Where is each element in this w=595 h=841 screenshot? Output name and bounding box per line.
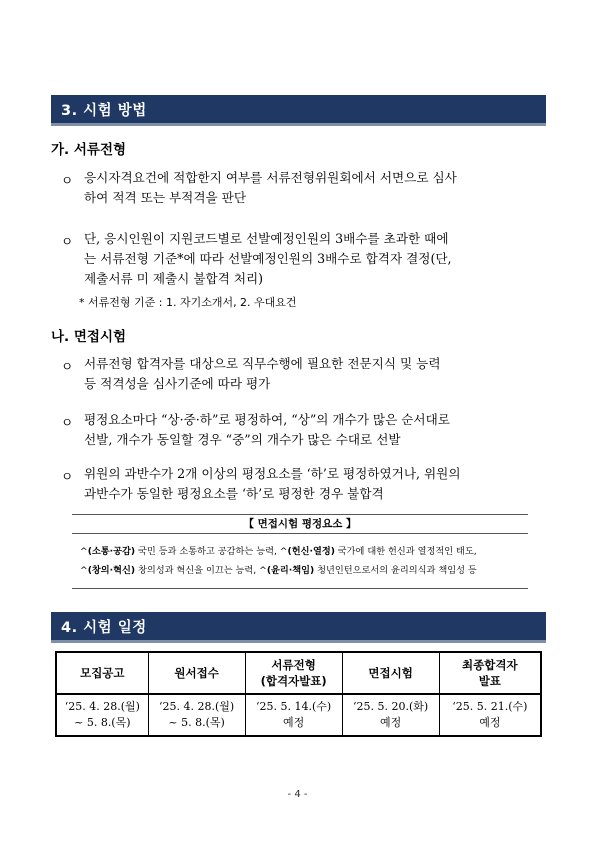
section-4-title: 4. 시험 일정 bbox=[61, 620, 147, 636]
bullet-line: 제출서류 미 제출시 불합격 처리) bbox=[84, 271, 264, 286]
criteria-label: (소통·공감) bbox=[87, 546, 136, 557]
bullet-line: 응시자격요건에 적합한지 여부를 서류전형위원회에서 서면으로 심사 bbox=[84, 170, 457, 185]
header-line: 최종합격자 bbox=[462, 658, 518, 672]
bullet-symbol: ㅇ bbox=[61, 234, 74, 249]
bullet-symbol: ㅇ bbox=[61, 359, 74, 374]
table-cell bbox=[148, 694, 245, 736]
criteria-line-1 bbox=[80, 543, 477, 557]
bullet-text bbox=[84, 354, 544, 394]
table-header-cell bbox=[148, 652, 245, 694]
bullet-line: 는 서류전형 기준*에 따라 선발예정인원의 3배수로 합격자 결정(단, bbox=[84, 251, 452, 266]
cell-line: ‘25. 4. 28.(월) bbox=[64, 700, 140, 713]
table-header-row bbox=[56, 652, 541, 694]
cell-line: 예정 bbox=[479, 716, 501, 729]
section-4-header bbox=[51, 612, 546, 643]
table-cell bbox=[56, 694, 148, 736]
cell-line: 예정 bbox=[283, 716, 305, 729]
criteria-text: 청년인턴으로서의 윤리의식과 책임성 등 bbox=[314, 565, 477, 576]
interview-criteria-title: 【 면접시험 평정요소 】 bbox=[72, 516, 528, 534]
bullet-line: 서류전형 합격자를 대상으로 직무수행에 필요한 전문지식 및 능력 bbox=[84, 356, 441, 371]
bullet-symbol: ㅇ bbox=[61, 469, 74, 484]
section-3-title: 3. 시험 방법 bbox=[61, 103, 147, 119]
table-row bbox=[56, 694, 541, 736]
cell-line: ‘25. 5. 14.(수) bbox=[256, 700, 332, 713]
bullet-text bbox=[84, 229, 544, 289]
bullet-symbol: ㅇ bbox=[61, 173, 74, 188]
bullet-text bbox=[84, 464, 544, 504]
criteria-label: (윤리·책임) bbox=[266, 565, 315, 576]
criteria-label: (헌신·열정) bbox=[287, 546, 335, 557]
table-header-cell bbox=[56, 652, 148, 694]
bullet-line: 등 적격성을 심사기준에 따라 평가 bbox=[84, 376, 271, 391]
bullet-line: 단, 응시인원이 지원코드별로 선발예정인원의 3배수를 초과한 때에 bbox=[84, 231, 449, 246]
header-line: (합격자발표) bbox=[260, 674, 327, 688]
criteria-text: ^ bbox=[80, 565, 88, 576]
cell-line: ~ 5. 8.(목) bbox=[74, 716, 131, 729]
header-line: 면접시험 bbox=[368, 666, 413, 680]
table-header-cell bbox=[342, 652, 439, 694]
screening-criteria-note: * 서류전형 기준 : 1. 자기소개서, 2. 우대요건 bbox=[79, 296, 297, 309]
criteria-text: 국민 등과 소통하고 공감하는 능력, ^ bbox=[135, 546, 288, 557]
table-cell bbox=[245, 694, 342, 736]
bullet-text bbox=[84, 168, 544, 208]
header-line: 원서접수 bbox=[174, 666, 219, 680]
cell-line: ‘25. 4. 28.(월) bbox=[159, 700, 235, 713]
cell-line: ‘25. 5. 20.(화) bbox=[353, 700, 429, 713]
cell-line: ‘25. 5. 21.(수) bbox=[452, 700, 528, 713]
criteria-label: (창의·혁신) bbox=[87, 565, 136, 576]
table-header-cell bbox=[439, 652, 541, 694]
bullet-line: 과반수가 동일한 평정요소를 ‘하’로 평정한 경우 불합격 bbox=[84, 486, 384, 501]
bullet-symbol: ㅇ bbox=[61, 415, 74, 430]
exam-schedule-table bbox=[55, 651, 542, 737]
interview-criteria-box bbox=[72, 514, 528, 589]
table-cell bbox=[342, 694, 439, 736]
page-number: - 4 - bbox=[287, 789, 308, 800]
header-line: 발표 bbox=[478, 674, 501, 688]
bullet-text bbox=[84, 410, 544, 450]
bullet-line: 위원의 과반수가 2개 이상의 평정요소를 ‘하’로 평정하였거나, 위원의 bbox=[84, 466, 461, 481]
table-header-cell bbox=[245, 652, 342, 694]
bullet-line: 선발, 개수가 동일할 경우 “중”의 개수가 많은 수대로 선발 bbox=[84, 432, 401, 447]
subsection-interview-title: 나. 면접시험 bbox=[51, 329, 127, 345]
cell-line: ~ 5. 8.(목) bbox=[168, 716, 225, 729]
header-line: 서류전형 bbox=[271, 658, 316, 672]
table-cell bbox=[439, 694, 541, 736]
header-line: 모집공고 bbox=[80, 666, 125, 680]
cell-line: 예정 bbox=[380, 716, 402, 729]
subsection-document-screening-title: 가. 서류전형 bbox=[51, 142, 127, 158]
bullet-line: 하여 적격 또는 부적격을 판단 bbox=[84, 190, 246, 205]
section-3-header bbox=[51, 95, 546, 126]
criteria-text: 창의성과 혁신을 이끄는 능력, ^ bbox=[135, 565, 267, 576]
criteria-text: ^ bbox=[80, 546, 88, 557]
criteria-line-2 bbox=[80, 562, 477, 576]
bullet-line: 평정요소마다 “상·중·하”로 평정하여, “상”의 개수가 많은 순서대로 bbox=[84, 412, 450, 427]
criteria-text: 국가에 대한 헌신과 열정적인 태도, bbox=[334, 546, 477, 557]
